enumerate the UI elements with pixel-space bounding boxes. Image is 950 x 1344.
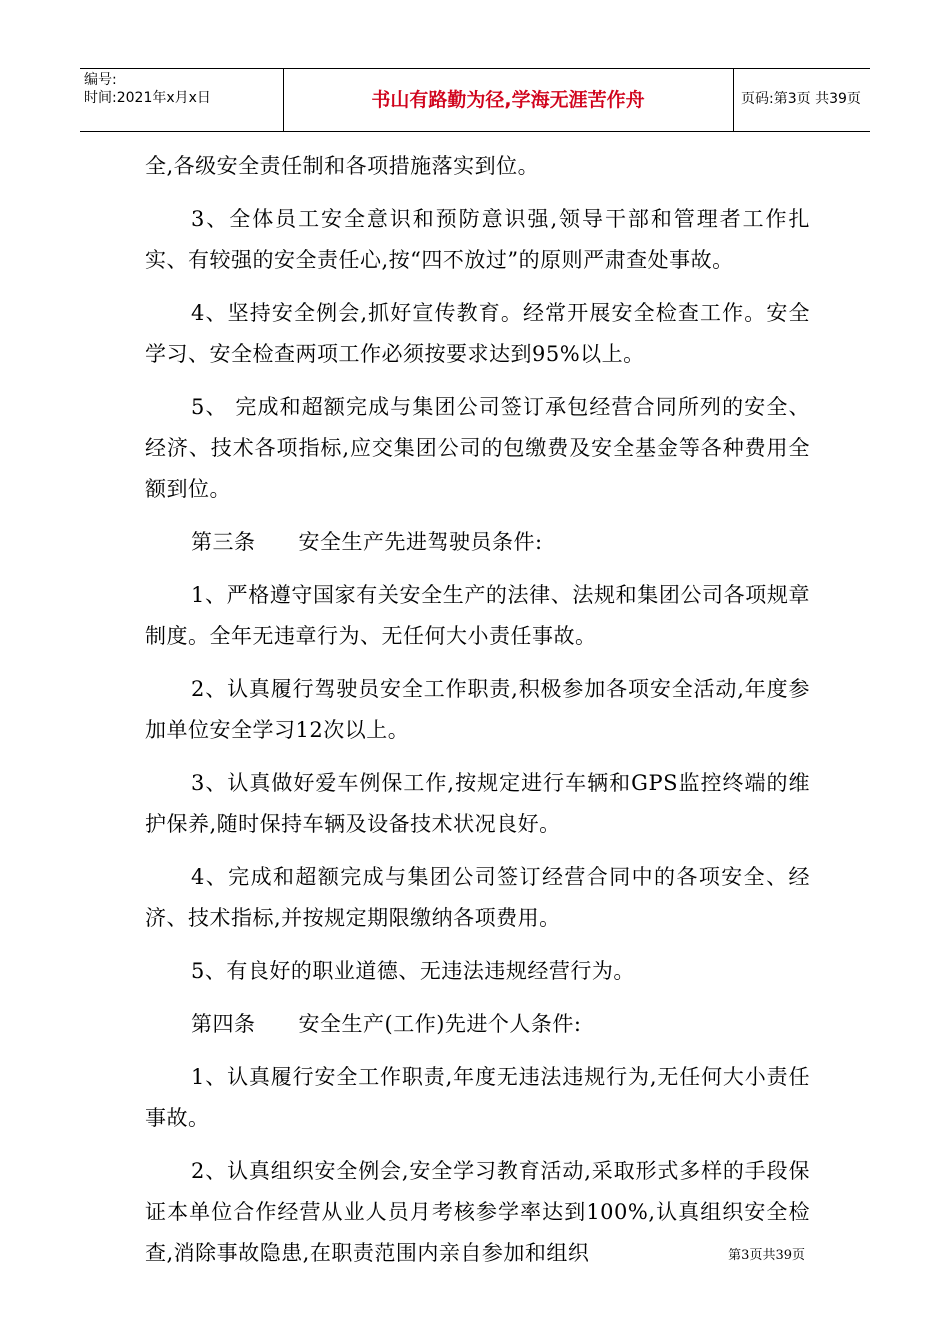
document-time: 时间:2021年x月x日 xyxy=(84,90,211,106)
document-code-label: 编号: xyxy=(84,72,117,88)
paragraph-article-4-item-2: 2、认真组织安全例会,安全学习教育活动,采取形式多样的手段保证本单位合作经营从业人员月考核参学率达到100%,认真组织安全检查,消除事故隐患,在职责范围内亲自参加和组织 xyxy=(145,1159,810,1265)
paragraph-article-3-item-3: 3、认真做好爱车例保工作,按规定进行车辆和GPS监控终端的维护保养,随时保持车辆及设备技术状况良好。 xyxy=(145,771,810,836)
paragraph-continuation: 全,各级安全责任制和各项措施落实到位。 xyxy=(145,154,540,178)
article-4-heading: 第四条 安全生产(工作)先进个人条件: xyxy=(191,1012,582,1036)
article-3-heading: 第三条 安全生产先进驾驶员条件: xyxy=(191,530,543,554)
document-body xyxy=(145,146,810,1286)
header-motto: 书山有路勤为径,学海无涯苦作舟 xyxy=(371,89,645,111)
header-page-number: 页码:第3页 共39页 xyxy=(741,91,861,107)
paragraph-article-3-item-2: 2、认真履行驾驶员安全工作职责,积极参加各项安全活动,年度参加单位安全学习12次以上。 xyxy=(145,677,810,742)
paragraph-article-4-item-1: 1、认真履行安全工作职责,年度无违法违规行为,无任何大小责任事故。 xyxy=(145,1065,810,1130)
paragraph-article-3-item-1: 1、严格遵守国家有关安全生产的法律、法规和集团公司各项规章制度。全年无违章行为、无任何大小责任事故。 xyxy=(145,583,810,648)
paragraph-item-5: 5、 完成和超额完成与集团公司签订承包经营合同所列的安全、经济、技术各项指标,应交集团公司的包缴费及安全基金等各种费用全额到位。 xyxy=(145,395,810,501)
paragraph-item-3: 3、全体员工安全意识和预防意识强,领导干部和管理者工作扎实、有较强的安全责任心,按“四不放过”的原则严肃查处事故。 xyxy=(145,207,810,272)
paragraph-article-3-item-4: 4、完成和超额完成与集团公司签订经营合同中的各项安全、经济、技术指标,并按规定期限缴纳各项费用。 xyxy=(145,865,810,930)
document-header xyxy=(80,68,870,132)
header-info-cell xyxy=(80,69,284,131)
paragraph-item-4: 4、坚持安全例会,抓好宣传教育。经常开展安全检查工作。安全学习、安全检查两项工作必须按要求达到95%以上。 xyxy=(145,301,810,366)
page-footer: 第3页共39页 xyxy=(728,1248,805,1263)
header-motto-cell xyxy=(283,69,734,131)
paragraph-article-3-item-5: 5、有良好的职业道德、无违法违规经营行为。 xyxy=(191,959,635,983)
header-page-cell xyxy=(733,69,870,131)
